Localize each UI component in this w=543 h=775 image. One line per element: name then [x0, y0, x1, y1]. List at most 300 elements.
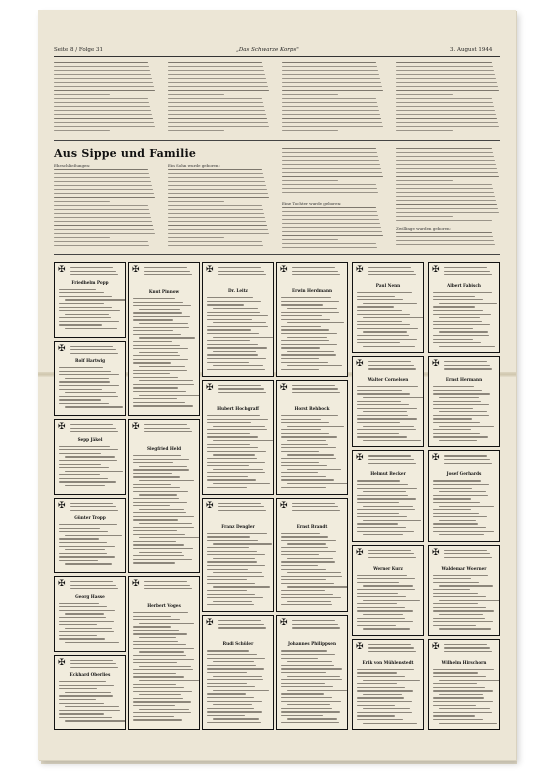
text-line	[133, 716, 174, 717]
deceased-name: Waldemar Woerner	[441, 565, 487, 571]
text-line	[396, 86, 498, 87]
text-line	[207, 444, 250, 445]
text-line	[287, 718, 337, 719]
text-line	[396, 196, 495, 197]
text-line	[144, 585, 190, 586]
text-line	[59, 695, 113, 696]
text-line	[282, 243, 376, 244]
text-line	[207, 429, 267, 430]
notice-text	[207, 533, 269, 608]
text-line	[433, 306, 475, 307]
text-line	[133, 319, 173, 320]
text-line	[282, 211, 377, 212]
text-line	[168, 233, 269, 234]
text-line	[70, 349, 116, 350]
text-line	[213, 718, 259, 719]
text-line	[70, 510, 118, 511]
header-rule	[54, 56, 500, 57]
text-line	[59, 324, 102, 325]
text-line	[281, 679, 342, 680]
text-line	[281, 569, 326, 570]
text-line	[207, 604, 254, 605]
notice-text	[133, 612, 195, 723]
text-line	[213, 322, 266, 323]
deceased-name: Herbert Voges	[147, 603, 181, 608]
text-line	[282, 82, 381, 83]
text-line	[218, 624, 264, 625]
text-line	[357, 484, 408, 485]
text-line	[357, 335, 409, 336]
text-line	[54, 237, 110, 238]
text-line	[70, 428, 116, 429]
text-line	[65, 406, 123, 407]
notice-text	[433, 669, 495, 726]
notice-text	[70, 581, 121, 592]
text-line	[439, 708, 490, 709]
text-line	[281, 458, 336, 459]
text-line	[168, 217, 265, 218]
text-line	[433, 719, 483, 720]
text-line	[207, 344, 258, 345]
text-line	[65, 535, 122, 536]
text-line	[59, 460, 117, 461]
text-line	[59, 303, 104, 304]
text-line	[433, 589, 470, 590]
text-line	[213, 440, 273, 441]
text-line	[281, 701, 341, 702]
text-line	[396, 168, 497, 169]
text-line	[59, 635, 97, 636]
text-line	[292, 392, 340, 393]
text-line	[54, 130, 110, 131]
text-line	[282, 247, 377, 248]
iron-cross-icon: ✠	[432, 453, 440, 464]
text-line	[133, 612, 188, 613]
text-line	[54, 217, 151, 218]
text-line	[54, 213, 150, 214]
text-line	[433, 625, 476, 626]
notice-text	[59, 367, 121, 410]
text-line	[218, 392, 266, 393]
deceased-name: Hubert Hochgraff	[217, 405, 259, 411]
text-line	[357, 429, 416, 430]
text-line	[396, 220, 492, 221]
text-line	[168, 82, 267, 83]
text-line	[133, 633, 187, 634]
text-line	[139, 494, 177, 495]
text-line	[207, 451, 266, 452]
text-line	[133, 330, 173, 331]
text-line	[433, 401, 481, 402]
notice-text	[433, 480, 495, 537]
text-line	[433, 683, 477, 684]
deceased-name: Erwin Herdmann	[291, 288, 333, 294]
text-line	[439, 614, 483, 615]
text-line	[133, 327, 189, 328]
text-line	[54, 98, 148, 99]
text-line	[357, 516, 407, 517]
text-line	[133, 473, 172, 474]
notice-text	[70, 424, 121, 435]
text-line	[139, 395, 200, 396]
text-line	[207, 472, 265, 473]
text-line	[281, 301, 339, 302]
text-line	[144, 274, 192, 275]
text-line	[287, 351, 334, 352]
text-line	[363, 440, 421, 441]
deceased-name: Josef Gerhards	[446, 471, 482, 477]
text-line	[59, 310, 120, 311]
text-line	[168, 213, 264, 214]
obituary-notice	[128, 576, 200, 730]
text-line	[168, 86, 268, 87]
text-line	[168, 173, 263, 174]
deceased-name: Georg Hasse	[75, 593, 105, 599]
text-line	[213, 454, 255, 455]
text-line	[54, 106, 150, 107]
text-line	[59, 453, 101, 454]
text-line	[439, 331, 487, 332]
text-line	[207, 419, 268, 420]
deceased-name: Sepp Jäkel	[77, 436, 103, 442]
text-line	[59, 703, 104, 704]
newspaper-title: „Das Schwarze Korps"	[236, 47, 299, 53]
text-line	[133, 669, 193, 670]
text-line	[433, 335, 489, 336]
text-line	[218, 271, 264, 272]
text-line	[281, 590, 325, 591]
text-line	[282, 70, 378, 71]
text-line	[282, 98, 376, 99]
notice-text	[281, 533, 343, 608]
text-line	[357, 436, 407, 437]
text-line	[433, 712, 492, 713]
text-line	[357, 610, 413, 611]
text-line	[433, 672, 478, 673]
text-line	[139, 637, 176, 638]
text-line	[357, 306, 394, 307]
text-line	[213, 704, 251, 705]
text-line	[54, 74, 151, 75]
text-line	[281, 340, 329, 341]
text-line	[207, 462, 265, 463]
text-line	[59, 307, 112, 308]
text-line	[357, 683, 397, 684]
deceased-name: Rudi Schüler	[222, 641, 254, 647]
text-line	[168, 189, 267, 190]
text-line	[433, 418, 472, 419]
text-line	[65, 378, 108, 379]
text-line	[59, 624, 97, 625]
text-line	[59, 610, 115, 611]
notice-text	[433, 292, 495, 349]
notice-text	[144, 424, 195, 435]
text-line	[368, 274, 416, 275]
text-line	[133, 705, 175, 706]
text-line	[207, 433, 250, 434]
text-line	[133, 662, 177, 663]
text-line	[281, 465, 327, 466]
text-line	[282, 102, 377, 103]
text-line	[65, 706, 118, 707]
text-line	[357, 292, 412, 293]
text-line	[213, 426, 265, 427]
text-line	[287, 661, 332, 662]
text-line	[133, 655, 186, 656]
text-line	[139, 537, 199, 538]
text-line	[282, 152, 377, 153]
notice-text	[357, 386, 419, 443]
text-line	[292, 620, 335, 621]
text-line	[133, 476, 180, 477]
iron-cross-icon: ✠	[356, 453, 364, 464]
text-line	[368, 644, 411, 645]
text-line	[357, 404, 409, 405]
text-line	[218, 267, 261, 268]
obituary-notice	[428, 356, 500, 447]
text-line	[433, 676, 486, 677]
text-line	[59, 556, 115, 557]
text-line	[133, 355, 180, 356]
text-line	[357, 415, 408, 416]
text-line	[396, 232, 492, 233]
iron-cross-icon: ✠	[356, 641, 364, 652]
text-line	[287, 426, 343, 427]
text-line	[65, 549, 105, 550]
iron-cross-icon: ✠	[280, 618, 288, 629]
notice-text	[218, 267, 269, 278]
text-line	[281, 594, 333, 595]
text-line	[281, 533, 320, 534]
text-line	[368, 557, 416, 558]
text-line	[281, 415, 338, 416]
text-line	[357, 324, 410, 325]
text-line	[70, 581, 113, 582]
text-line	[133, 548, 193, 549]
deceased-name: Eckhard Oberlies	[69, 672, 111, 678]
text-line	[363, 331, 407, 332]
text-line	[282, 106, 378, 107]
text-line	[396, 130, 453, 131]
text-line	[433, 618, 485, 619]
article-column	[54, 62, 156, 136]
text-line	[282, 239, 338, 240]
text-line	[54, 209, 149, 210]
text-line	[139, 523, 192, 524]
text-line	[65, 692, 111, 693]
text-line	[281, 583, 334, 584]
text-line	[207, 354, 258, 355]
text-line	[59, 685, 114, 686]
text-line	[396, 208, 498, 209]
text-line	[54, 221, 152, 222]
text-line	[357, 328, 418, 329]
page-folio: Seite 8 / Folge 31	[54, 47, 103, 53]
text-line	[59, 403, 109, 404]
text-line	[207, 333, 259, 334]
text-line	[282, 164, 380, 165]
obituary-notice	[428, 639, 500, 730]
text-line	[65, 613, 104, 614]
iron-cross-icon: ✠	[206, 618, 214, 629]
text-line	[207, 590, 247, 591]
notice-column	[282, 148, 384, 198]
text-line	[281, 597, 341, 598]
text-line	[70, 503, 113, 504]
notice-text	[292, 267, 343, 278]
notice-text	[444, 267, 495, 278]
text-line	[133, 530, 177, 531]
text-line	[292, 274, 340, 275]
text-line	[168, 209, 263, 210]
text-line	[357, 513, 399, 514]
text-line	[168, 185, 266, 186]
text-line	[444, 365, 490, 366]
text-line	[433, 523, 478, 524]
iron-cross-icon: ✠	[280, 265, 288, 275]
text-line	[396, 122, 498, 123]
notice-text	[133, 455, 195, 566]
text-line	[133, 341, 172, 342]
text-line	[396, 152, 493, 153]
text-line	[368, 271, 414, 272]
obituary-notice	[202, 615, 274, 730]
deceased-name: Dr. Leitz	[228, 288, 248, 294]
text-line	[70, 667, 118, 668]
text-line	[59, 688, 97, 689]
text-line	[433, 582, 479, 583]
text-line	[139, 651, 184, 652]
text-line	[287, 601, 330, 602]
text-line	[444, 459, 490, 460]
text-line	[282, 114, 380, 115]
text-line	[433, 339, 473, 340]
text-line	[133, 487, 180, 488]
text-line	[357, 339, 417, 340]
text-line	[144, 267, 187, 268]
text-line	[433, 498, 471, 499]
iron-cross-icon: ✠	[356, 359, 364, 370]
subhead: Eine Tochter wurde geboren:	[282, 201, 342, 206]
notice-text	[357, 480, 419, 537]
text-line	[282, 207, 376, 208]
text-line	[133, 630, 179, 631]
deceased-name: Horst Rehbock	[294, 405, 330, 411]
text-line	[54, 225, 153, 226]
text-line	[168, 114, 266, 115]
text-line	[168, 241, 262, 242]
text-line	[433, 575, 488, 576]
text-line	[396, 184, 492, 185]
text-line	[70, 431, 118, 432]
notice-text	[70, 660, 121, 671]
text-line	[70, 274, 118, 275]
text-line	[207, 683, 247, 684]
deceased-name: Ernst Brandt	[296, 523, 328, 529]
text-line	[282, 130, 338, 131]
text-line	[213, 308, 258, 309]
text-line	[168, 229, 268, 230]
notice-text	[218, 385, 269, 396]
text-line	[396, 148, 492, 149]
text-line	[168, 197, 269, 198]
text-line	[54, 181, 151, 182]
text-line	[59, 546, 115, 547]
subhead: Ein Sohn wurde geboren:	[168, 163, 220, 168]
text-line	[281, 554, 319, 555]
obituary-notice	[54, 576, 126, 652]
text-line	[433, 314, 491, 315]
text-line	[433, 621, 493, 622]
notice-column	[282, 207, 384, 251]
text-line	[133, 484, 171, 485]
text-line	[281, 344, 337, 345]
text-line	[292, 506, 338, 507]
notice-text	[59, 524, 121, 567]
text-line	[139, 380, 192, 381]
text-line	[133, 559, 192, 560]
text-line	[133, 398, 177, 399]
text-line	[207, 458, 257, 459]
text-line	[396, 66, 493, 67]
text-line	[54, 110, 151, 111]
text-line	[54, 126, 155, 127]
obituary-notice	[202, 498, 274, 613]
text-line	[70, 506, 116, 507]
text-line	[292, 385, 335, 386]
text-line	[287, 690, 347, 691]
text-line	[363, 520, 421, 521]
text-line	[59, 321, 119, 322]
text-line	[207, 594, 255, 595]
text-line	[368, 365, 414, 366]
text-line	[281, 551, 336, 552]
text-line	[54, 66, 149, 67]
text-line	[357, 408, 417, 409]
text-line	[70, 588, 118, 589]
text-line	[70, 585, 116, 586]
text-line	[439, 397, 479, 398]
text-line	[287, 469, 341, 470]
text-line	[133, 659, 194, 660]
text-line	[396, 192, 494, 193]
text-line	[357, 527, 406, 528]
text-line	[363, 585, 413, 586]
text-line	[357, 690, 413, 691]
text-line	[59, 621, 114, 622]
text-line	[207, 665, 256, 666]
text-line	[357, 596, 406, 597]
text-line	[433, 495, 488, 496]
text-line	[59, 524, 117, 525]
text-line	[433, 422, 480, 423]
text-line	[439, 426, 494, 427]
text-line	[59, 681, 106, 682]
text-line	[281, 540, 336, 541]
text-line	[207, 315, 268, 316]
obituary-notice	[202, 380, 274, 495]
text-line	[139, 366, 185, 367]
text-line	[70, 663, 116, 664]
text-line	[207, 358, 266, 359]
text-line	[444, 651, 492, 652]
iron-cross-icon: ✠	[58, 265, 66, 275]
text-line	[168, 78, 266, 79]
text-line	[168, 181, 265, 182]
text-line	[218, 506, 264, 507]
text-line	[59, 367, 103, 368]
text-line	[281, 447, 336, 448]
